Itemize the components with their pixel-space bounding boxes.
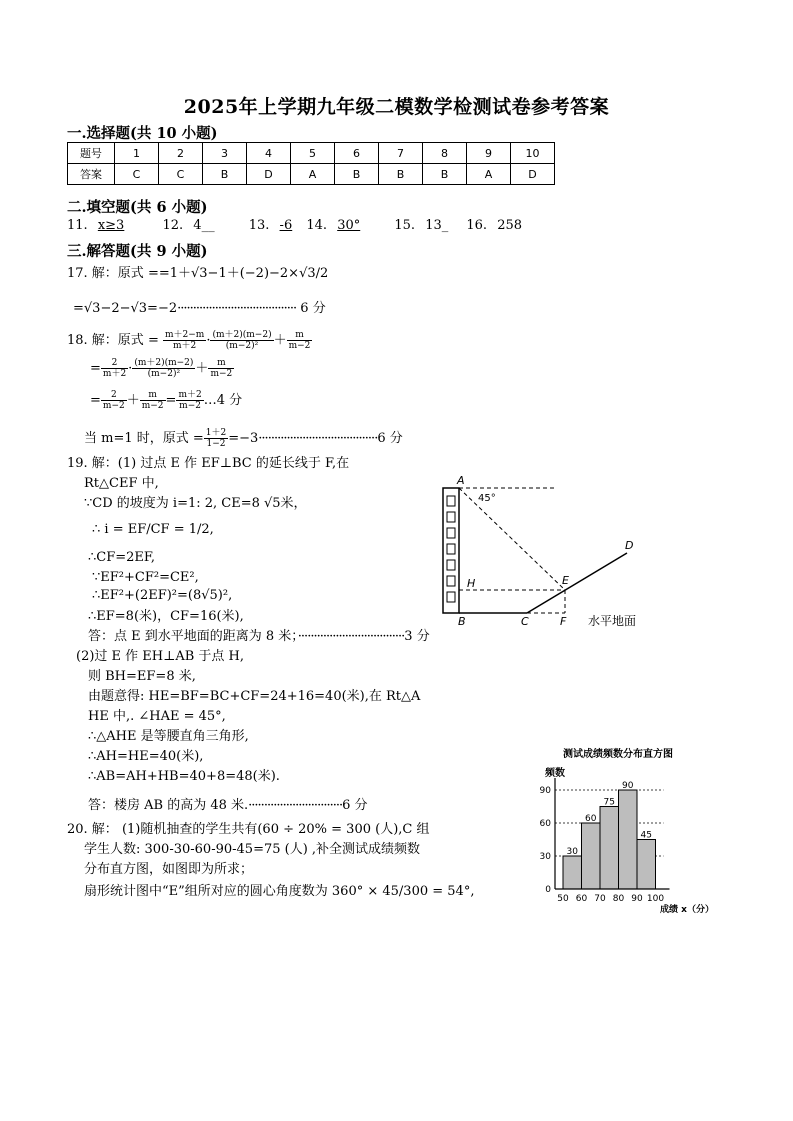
label-f: F <box>560 615 567 628</box>
row-label: 题号 <box>68 143 115 164</box>
label-e: E <box>562 574 569 587</box>
leader-dots: ·································· <box>297 629 405 644</box>
q18-line-4 <box>84 428 403 449</box>
q17-line-2 <box>73 301 326 317</box>
table-row-numbers <box>68 143 555 164</box>
answer-value: 30° <box>337 218 361 233</box>
q18-line-1: 18. 解：原式 = $\frac{m+2-m}{m+2}$ · $\frac{(m+2)(m-2)}{\text{(m−2)²}}$ ＋ $\frac{m}{m-2}$ <box>67 330 311 351</box>
q17-result: =√3−2−√3=−2 <box>73 301 178 316</box>
table-cell: 10 <box>511 143 555 164</box>
q-number: 13. <box>248 218 270 233</box>
leader-dots: ······································ <box>258 431 378 446</box>
geometry-figure <box>430 470 660 630</box>
q18-line-3: = $\frac{2}{m-2}$ ＋ $\frac{m}{m-2}$ = $\frac{m+2}{m-2}$ …4 分 <box>90 390 243 411</box>
ground-label: 水平地面 <box>588 614 637 628</box>
q18-substitute: 当 m=1 时，原式 = <box>84 431 204 446</box>
x-tick-label: 80 <box>612 894 625 904</box>
histogram-bar <box>619 790 638 889</box>
q19-line-8: ∴EF=8(米)，CF=16(米), <box>88 609 244 624</box>
q18-lead: 18. 解：原式 = <box>67 333 159 348</box>
fraction: $\frac{m}{m-2}$ <box>288 330 311 351</box>
table-cell: 6 <box>335 143 379 164</box>
q-number: 15. <box>394 218 416 233</box>
label-h: H <box>467 577 476 590</box>
answer-value: -6 <box>279 218 293 233</box>
score-mark: 3 分 <box>404 629 430 644</box>
q19-line-14: ∴△AHE 是等腰直角三角形, <box>88 729 249 744</box>
fraction: $\frac{(m+2)(m-2)}{\text{(m−2)²}}$ <box>212 330 272 351</box>
table-cell: 7 <box>379 143 423 164</box>
table-cell: A <box>291 164 335 185</box>
leader-dots: ······························ <box>248 798 343 813</box>
angle-label: 45° <box>478 493 496 504</box>
q19-line-13: HE 中,. ∠HAE = 45°, <box>88 709 226 724</box>
q19-line-1: 19. 解：(1) 过点 E 作 EF⊥BC 的延长线于 F,在 <box>67 456 350 471</box>
table-cell: 8 <box>423 143 467 164</box>
x-tick-label: 90 <box>631 894 643 904</box>
table-cell: C <box>115 164 159 185</box>
answer-value: x≥3 <box>97 218 125 233</box>
q19-line-7: ∴EF²+(2EF)²=(8√5)², <box>92 588 233 603</box>
score-mark: …4 分 <box>203 393 243 408</box>
label-a: A <box>457 474 465 487</box>
slope-cd <box>527 553 627 613</box>
q-number: 14. <box>306 218 328 233</box>
chart-title: 测试成绩频数分布直方图 <box>563 749 673 760</box>
table-cell: 9 <box>467 143 511 164</box>
q-number: 11. <box>67 218 88 233</box>
q19-answer-1: 答：点 E 到水平地面的距离为 8 米； <box>88 629 298 644</box>
score-mark: 6 分 <box>377 431 403 446</box>
page-title: 2025年上学期九年级二模数学检测试卷参考答案 <box>183 96 610 118</box>
q19-line-4: ∴ i = EF/CF = 1/2, <box>92 522 214 537</box>
label-c: C <box>521 615 529 628</box>
segment-ae <box>459 488 565 590</box>
score-mark: 6 分 <box>300 301 326 316</box>
q19-line-12: 由题意得: HE=BF=BC+CF=24+16=40(米),在 Rt△A <box>88 689 421 704</box>
score-mark: 6 分 <box>342 798 368 813</box>
q19-line-16: ∴AB=AH+HB=40+8=48(米). <box>88 769 280 784</box>
leader-dots: ······································ <box>177 301 297 316</box>
y-tick-label: 0 <box>545 885 551 895</box>
q19-line-17 <box>88 798 368 814</box>
label-b: B <box>458 615 466 628</box>
choice-answer-table <box>67 142 555 185</box>
table-cell: C <box>159 164 203 185</box>
q19-line-15: ∴AH=HE=40(米), <box>88 749 204 764</box>
table-cell: D <box>247 164 291 185</box>
answer-value: 4__ <box>193 218 215 233</box>
y-tick-label: 90 <box>539 786 551 796</box>
equals: = <box>90 361 101 376</box>
section-solve: 三.解答题(共 9 小题) <box>67 243 208 260</box>
answer-value: 13_ <box>425 218 449 233</box>
building <box>443 488 459 613</box>
y-tick-label: 30 <box>539 852 551 862</box>
q20-line-4: 扇形统计图中“E”组所对应的圆心角度数为 360° × 45/300 = 54°, <box>84 884 475 899</box>
table-cell: B <box>203 164 247 185</box>
table-cell: 4 <box>247 143 291 164</box>
x-tick-label: 100 <box>646 894 665 904</box>
table-row-answers <box>68 164 555 185</box>
row-label: 答案 <box>68 164 115 185</box>
q19-line-2: Rt△CEF 中, <box>84 476 159 491</box>
q20-line-1: 20. 解： (1)随机抽查的学生共有(60 ÷ 20% = 300 (人),C 组 <box>67 822 430 837</box>
histogram-bar <box>563 856 582 889</box>
fraction: $\frac{2}{m+2}$ <box>102 358 127 379</box>
q20-line-3: 分布直方图，如图即为所求； <box>84 862 254 877</box>
answer-value: 258 <box>497 218 523 233</box>
x-tick-label: 70 <box>594 894 606 904</box>
table-cell: 5 <box>291 143 335 164</box>
q20-line-2: 学生人数: 300-30-60-90-45=75 (人) ,补全测试成绩频数 <box>84 842 421 857</box>
fraction: $\frac{m}{m-2}$ <box>210 358 233 379</box>
table-cell: D <box>511 164 555 185</box>
histogram-bar <box>637 840 656 890</box>
bar-value-label: 60 <box>585 814 597 824</box>
fraction: $\frac{m+2-m}{m+2}$ <box>164 330 205 351</box>
q-number: 16. <box>466 218 488 233</box>
fraction: $\frac{m+2}{m-2}$ <box>178 390 202 411</box>
fraction: $\frac{(m+2)(m-2)}{\text{(m−2)²}}$ <box>134 358 194 379</box>
histogram-chart <box>515 742 725 917</box>
label-d: D <box>625 539 634 552</box>
q18-line-2: = $\frac{2}{m+2}$ · $\frac{(m+2)(m-2)}{\text{(m−2)²}}$ ＋ $\frac{m}{m-2}$ <box>90 358 233 379</box>
bar-value-label: 30 <box>566 847 578 857</box>
q19-line-10: (2)过 E 作 EH⊥AB 于点 H, <box>76 649 245 664</box>
section-fill: 二.填空题(共 6 小题) <box>67 199 208 216</box>
q19-line-6: ∵EF²+CF²=CE², <box>92 570 199 585</box>
fraction: $\frac{m}{m-2}$ <box>141 390 164 411</box>
histogram-bar <box>582 823 601 889</box>
x-axis-label: 成绩 x（分） <box>660 905 714 915</box>
table-cell: B <box>335 164 379 185</box>
table-cell: B <box>423 164 467 185</box>
building-windows <box>447 496 455 602</box>
equals: = <box>90 393 101 408</box>
q18-result: =−3 <box>228 431 259 446</box>
x-tick-label: 50 <box>557 894 569 904</box>
table-cell: 3 <box>203 143 247 164</box>
q19-line-9 <box>88 629 430 645</box>
y-tick-label: 60 <box>539 819 551 829</box>
histogram-bar <box>600 807 619 890</box>
q19-answer-2: 答：楼房 AB 的高为 48 米. <box>88 798 249 813</box>
bar-value-label: 75 <box>603 797 615 808</box>
table-cell: B <box>379 164 423 185</box>
bar-value-label: 90 <box>622 781 634 791</box>
q-number: 12. <box>162 218 184 233</box>
q19-line-5: ∴CF=2EF, <box>88 550 156 565</box>
fraction: $\frac{2}{m-2}$ <box>102 390 125 411</box>
bar-value-label: 45 <box>640 830 652 841</box>
table-cell: 2 <box>159 143 203 164</box>
table-cell: 1 <box>115 143 159 164</box>
q19-line-3: ∵CD 的坡度为 i=1: 2, CE=8 √5米， <box>84 496 307 511</box>
table-cell: A <box>467 164 511 185</box>
y-axis-label: 频数 <box>545 768 565 779</box>
fraction: $\frac{1+2}{1-2}$ <box>205 428 227 449</box>
x-tick-label: 60 <box>575 894 588 904</box>
q19-line-11: 则 BH=EF=8 米, <box>88 669 196 684</box>
q17-line-1: 17. 解：原式 ==1＋√3−1＋(−2)−2×√3/2 <box>67 266 329 281</box>
fill-answers-row <box>67 218 522 234</box>
section-choice: 一.选择题(共 10 小题) <box>67 125 218 142</box>
